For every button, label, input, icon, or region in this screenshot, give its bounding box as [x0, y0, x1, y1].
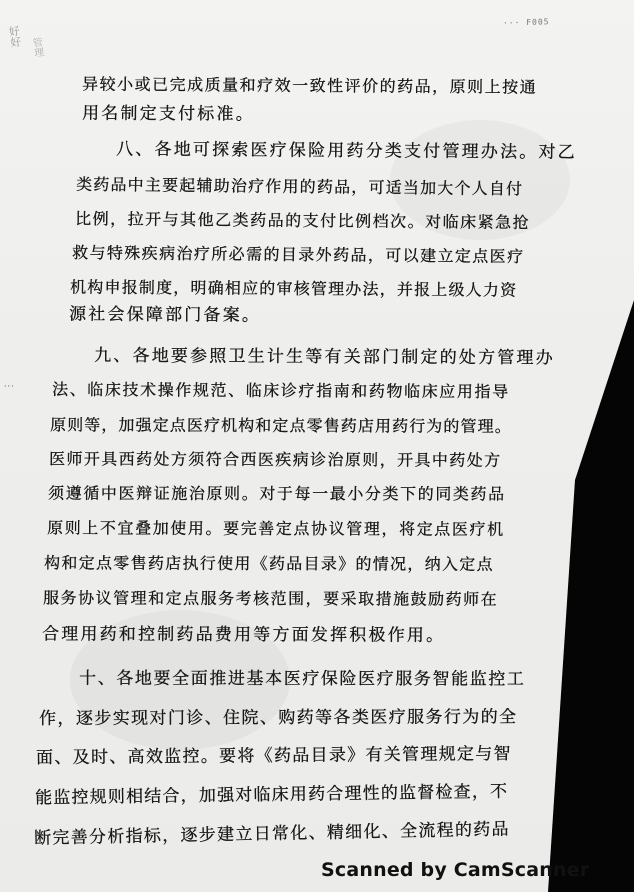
text-line-10: 法、临床技术操作规范、临床诊疗指南和药物临床应用指导: [51, 379, 510, 402]
text-line-22: 断完善分析指标，逐步建立日常化、精细化、全流程的药品: [33, 819, 510, 849]
text-line-12: 医师开具西药处方须符合西医疾病诊治原则，开具中药处方: [48, 449, 502, 470]
text-line-14: 原则上不宜叠加使用。要完善定点协议管理，将定点医疗机: [46, 518, 505, 539]
text-line-1: 异较小或已完成质量和疗效一致性评价的药品，原则上按通: [81, 74, 538, 97]
text-line-9: 九、各地要参照卫生计生等有关部门制定的处方管理办: [93, 345, 555, 369]
text-line-5: 比例，拉开与其他乙类药品的支付比例档次。对临床紧急抢: [74, 209, 531, 232]
page-number-fragment: ··· F005: [503, 17, 551, 28]
text-line-6: 救与特殊疾病治疗所必需的目录外药品，可以建立定点医疗: [71, 243, 525, 266]
text-line-15: 构和定点零售药店执行使用《药品目录》的情况，纳入定点: [43, 553, 494, 574]
camscanner-watermark: Scanned by CamScanner: [321, 859, 590, 881]
margin-handwriting-right: 管理: [29, 36, 44, 59]
text-line-21: 能监控规则相结合，加强对临床用药合理性的监督检查，不: [34, 781, 509, 809]
side-dots: ···: [4, 382, 15, 391]
text-line-3: 八、各地可探索医疗保险用药分类支付管理办法。对乙: [115, 139, 577, 163]
text-line-16: 服务协议管理和定点服务考核范围，要采取措施鼓励药师在: [42, 588, 499, 609]
text-line-17: 合理用药和控制药品费用等方面发挥积极作用。: [41, 624, 446, 646]
text-line-11: 原则等，加强定点医疗机构和定点零售药店用药行为的管理。: [49, 415, 512, 436]
text-line-2: 用名制定支付标准。: [81, 103, 255, 125]
text-line-18: 十、各地要全面推进基本医疗保险医疗服务智能监控工: [78, 668, 526, 690]
text-line-4: 类药品中主要起辅助治疗作用的药品，可适当加大个人自付: [75, 174, 524, 199]
text-line-7: 机构申报制度，明确相应的审核管理办法，并报上级人力资: [69, 277, 518, 300]
text-line-19: 作，逐步实现对门诊、住院、购药等各类医疗服务行为的全: [38, 707, 518, 729]
margin-handwriting-left: 好好: [6, 24, 23, 49]
text-line-8: 源社会保障部门备案。: [68, 304, 262, 326]
text-line-20: 面、及时、高效监控。要将《药品目录》有关管理规定与智: [35, 743, 512, 769]
text-line-13: 须遵循中医辩证施治原则。对于每一最小分类下的同类药品: [47, 483, 506, 504]
